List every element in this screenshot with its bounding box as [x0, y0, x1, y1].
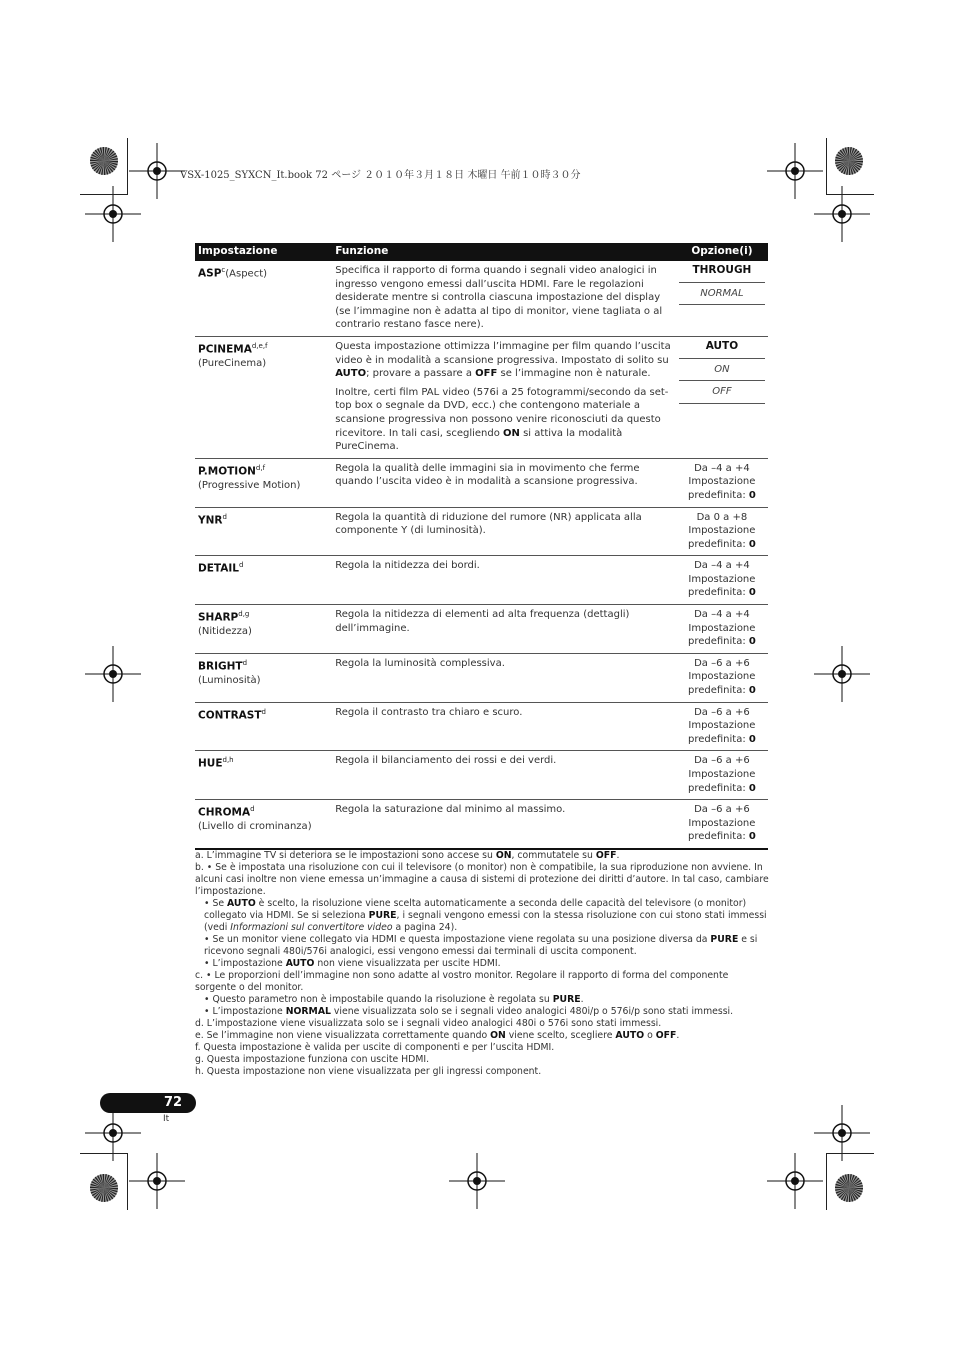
- setting-name: SHARP: [198, 611, 239, 624]
- footnote-ref: d: [238, 561, 244, 570]
- footnote-ref: d: [242, 658, 248, 667]
- setting-name-cell: [195, 556, 332, 605]
- option-range: Da –4 a +4: [694, 462, 750, 474]
- table-row: [195, 751, 768, 800]
- default-label: Impostazione predefinita:: [687, 573, 756, 599]
- setting-name-cell: [195, 751, 332, 800]
- option-range: Da –6 a +6: [694, 657, 750, 669]
- footnote: d. L’impostazione viene visualizzata solo se i segnali video analogici 480i o 576i sono stati immessi.: [195, 1018, 662, 1029]
- default-label: Impostazione predefinita:: [687, 720, 756, 745]
- footnote: • Se un monitor viene collegato via HDMI e questa impostazione viene regolata su una posizione diversa da PURE e si ricevono segnali 480i/576i analogici, essi vengono emessi dai terminali di uscita component.: [204, 934, 758, 957]
- setting-function: [332, 605, 676, 654]
- function-text: Regola la luminosità complessiva.: [335, 657, 505, 669]
- table-row: [195, 800, 768, 849]
- header-setting: Impostazione: [195, 243, 332, 261]
- option-value: NORMAL: [679, 287, 765, 306]
- footnote-ref: d: [261, 707, 266, 716]
- footnote: a. L’immagine TV si deteriora se le impostazioni sono accese su ON, commutatele su OFF.: [195, 850, 620, 861]
- option-range: Da –4 a +4: [694, 560, 750, 572]
- registration-mark-icon: [83, 184, 143, 244]
- crop-mark: [826, 1153, 874, 1154]
- setting-options: [676, 800, 768, 849]
- default-value: 0: [748, 636, 756, 648]
- setting-name-cell: [195, 261, 332, 336]
- crop-mark: [127, 138, 128, 195]
- table-row: [195, 261, 768, 336]
- setting-options: [676, 702, 768, 751]
- setting-name: DETAIL: [198, 562, 239, 575]
- crop-mark: [826, 194, 874, 195]
- setting-options: [676, 605, 768, 654]
- crop-mark: [127, 1153, 128, 1210]
- setting-function: [332, 702, 676, 751]
- option-value: THROUGH: [679, 264, 765, 283]
- setting-name-cell: [195, 507, 332, 556]
- default-label: Impostazione predefinita:: [687, 525, 756, 550]
- default-setting: [679, 475, 765, 502]
- setting-name: PCINEMA: [198, 343, 252, 356]
- footnote: h. Questa impostazione non viene visualizzata per gli ingressi component.: [195, 1066, 542, 1077]
- default-label: Impostazione predefinita:: [687, 671, 756, 697]
- footnote: b. • Se è impostata una risoluzione con cui il televisore (o monitor) non è compatibile, la sua riproduzione non avviene. In alcuni casi inoltre non viene emessa un’immagine a causa di sistemi di protezione dei diritti d’autore. In tal caso, cambiare l’impostazione.: [195, 862, 769, 897]
- function-text: Regola la nitidezza dei bordi.: [335, 560, 480, 572]
- table-row: [195, 336, 768, 458]
- setting-name: CONTRAST: [198, 708, 262, 721]
- crop-mark: [826, 138, 827, 195]
- footnote-ref: d: [222, 512, 227, 521]
- setting-options: [676, 507, 768, 556]
- footnote-ref: c: [221, 266, 226, 274]
- default-label: Impostazione predefinita:: [687, 622, 756, 648]
- setting-options: [676, 336, 768, 458]
- sunburst-mark-icon: [89, 146, 119, 176]
- setting-subtitle: (PureCinema): [198, 357, 267, 369]
- default-label: Impostazione predefinita:: [687, 817, 756, 843]
- setting-subtitle: (Livello di crominanza): [198, 821, 312, 833]
- default-setting: [679, 524, 765, 551]
- setting-options: [676, 556, 768, 605]
- header-options: Opzione(i): [676, 243, 768, 261]
- default-setting: [679, 817, 765, 844]
- setting-function: [332, 336, 676, 458]
- setting-name: YNR: [198, 513, 223, 526]
- function-text: Regola la qualità delle immagini sia in movimento che ferme quando l’uscita video è in modalità a scansione progressiva.: [335, 462, 640, 488]
- option-range: Da –6 a +6: [694, 706, 750, 718]
- registration-mark-icon: [812, 184, 872, 244]
- default-setting: [679, 719, 765, 746]
- function-text: Specifica il rapporto di forma quando i segnali video analogici in ingresso vengono emessi dall’uscita HDMI. Fare le regolazioni desiderate mentre si controlla ciascuna impostazione del display (se l’immagine non è adatta al tipo di monitor, viene tagliata o al contrario restano fasce nere).: [335, 265, 663, 331]
- option-value: ON: [679, 363, 765, 382]
- table-row: [195, 605, 768, 654]
- footnote-ref: d: [250, 805, 255, 814]
- function-text: Regola la quantità di riduzione del rumore (NR) applicata alla componente Y (di luminosità).: [335, 511, 642, 537]
- table-row: [195, 702, 768, 751]
- function-text: Regola il contrasto tra chiaro e scuro.: [335, 706, 523, 718]
- setting-name: BRIGHT: [198, 660, 243, 673]
- sunburst-mark-icon: [834, 1173, 864, 1203]
- default-setting: [679, 573, 765, 600]
- option-range: Da –6 a +6: [694, 804, 750, 816]
- footnote: • L’impostazione AUTO non viene visualizzata per uscite HDMI.: [204, 958, 501, 969]
- registration-mark-icon: [83, 644, 143, 704]
- default-setting: [679, 622, 765, 649]
- footnote-ref: d,e,f: [251, 341, 268, 350]
- footnote-ref: d,f: [255, 463, 266, 472]
- page-language: It: [163, 1114, 170, 1124]
- setting-options: [676, 458, 768, 507]
- registration-mark-icon: [812, 644, 872, 704]
- setting-name: ASP: [198, 267, 222, 280]
- setting-function: [332, 458, 676, 507]
- option-value: OFF: [679, 385, 765, 404]
- table-row: [195, 556, 768, 605]
- setting-options: [676, 261, 768, 336]
- setting-subtitle: (Progressive Motion): [198, 479, 301, 491]
- page-number: 72: [164, 1095, 183, 1110]
- default-value: 0: [748, 733, 756, 745]
- header-function: Funzione: [332, 243, 676, 261]
- sunburst-mark-icon: [834, 146, 864, 176]
- registration-mark-icon: [447, 1151, 507, 1211]
- table-row: [195, 507, 768, 556]
- footnote: • Se AUTO è scelto, la risoluzione viene scelta automaticamente a seconda delle capacità del televisore (o monitor) collegato via HDMI. Se si seleziona PURE, i segnali vengono emessi con la stessa risoluzione con cui stono stati immessi (vedi Informazioni sul convertitore video a pagina 24).: [204, 898, 767, 933]
- function-text: Inoltre, certi film PAL video (576i a 25 fotogrammi/secondo da set-top box o segnale da DVD, ecc.) che contengono materiale a scansione progressiva non possono venire riconosciuti da questo ricevitore. In tali casi, scegliendo ON si attiva la modalità PureCinema.: [335, 386, 669, 453]
- option-range: Da –4 a +4: [694, 609, 750, 621]
- function-text: Regola la saturazione dal minimo al massimo.: [335, 804, 566, 816]
- setting-name-cell: [195, 800, 332, 849]
- default-setting: [679, 768, 765, 795]
- setting-name-suffix: (Aspect): [225, 268, 268, 280]
- setting-options: [676, 653, 768, 702]
- setting-subtitle: (Nitidezza): [198, 625, 252, 637]
- footnote: c. • Le proporzioni dell’immagine non sono adatte al vostro monitor. Regolare il rapporto di forma del componente sorgente o del monitor.: [195, 970, 729, 993]
- setting-subtitle: (Luminosità): [198, 674, 261, 686]
- setting-name: P.MOTION: [198, 465, 256, 478]
- registration-mark-icon: [765, 1151, 825, 1211]
- setting-name-cell: [195, 702, 332, 751]
- setting-name: HUE: [198, 757, 223, 770]
- footnotes: [195, 850, 770, 1078]
- footnote: f. Questa impostazione è valida per uscite di componenti e per l’uscita HDMI.: [195, 1042, 555, 1053]
- print-header: VSX-1025_SYXCN_It.book 72 ページ ２０１０年３月１８日 木曜日 午前１０時３０分: [180, 170, 581, 181]
- settings-table: [195, 243, 768, 850]
- default-value: 0: [748, 831, 756, 843]
- footnote: • L’impostazione NORMAL viene visualizzata solo se i segnali video analogici 480i/p o 576i/p sono stati immessi.: [204, 1006, 734, 1017]
- footnote-ref: d,g: [238, 610, 250, 619]
- footnote: g. Questa impostazione funziona con uscite HDMI.: [195, 1054, 430, 1065]
- setting-options: [676, 751, 768, 800]
- footnote: • Questo parametro non è impostabile quando la risoluzione è regolata su PURE.: [204, 994, 584, 1005]
- crop-mark: [80, 1153, 128, 1154]
- default-value: 0: [748, 538, 756, 550]
- default-value: 0: [748, 782, 756, 794]
- crop-mark: [80, 194, 128, 195]
- default-value: 0: [748, 489, 756, 501]
- setting-function: [332, 751, 676, 800]
- setting-function: [332, 800, 676, 849]
- sunburst-mark-icon: [89, 1173, 119, 1203]
- function-text: Questa impostazione ottimizza l’immagine per film quando l’uscita video è in modalità a scansione progressiva. Impostato di solito su AUTO; provare a passare a OFF se l’immagine non è naturale.: [335, 340, 671, 380]
- option-value: AUTO: [679, 340, 765, 359]
- setting-function: [332, 261, 676, 336]
- table-row: [195, 458, 768, 507]
- setting-function: [332, 507, 676, 556]
- setting-name-cell: [195, 653, 332, 702]
- setting-name-cell: [195, 336, 332, 458]
- function-text: Regola la nitidezza di elementi ad alta frequenza (dettagli) dell’immagine.: [335, 609, 630, 634]
- table-header-row: [195, 243, 768, 261]
- option-range: Da –6 a +6: [694, 755, 750, 767]
- option-range: Da 0 a +8: [696, 511, 748, 523]
- table-row: [195, 653, 768, 702]
- table-body: [195, 261, 768, 849]
- footnote-ref: d,h: [222, 756, 234, 765]
- crop-mark: [826, 1153, 827, 1210]
- registration-mark-icon: [127, 1151, 187, 1211]
- default-value: 0: [748, 587, 756, 599]
- function-text: Regola il bilanciamento dei rossi e dei verdi.: [335, 755, 557, 767]
- default-setting: [679, 670, 765, 697]
- setting-name-cell: [195, 458, 332, 507]
- footnote: e. Se l’immagine non viene visualizzata correttamente quando ON viene scelto, scegliere AUTO o OFF.: [195, 1030, 680, 1041]
- setting-function: [332, 556, 676, 605]
- default-label: Impostazione predefinita:: [687, 476, 756, 501]
- setting-name: CHROMA: [198, 806, 251, 819]
- setting-function: [332, 653, 676, 702]
- setting-name-cell: [195, 605, 332, 654]
- default-label: Impostazione predefinita:: [687, 769, 756, 794]
- default-value: 0: [748, 685, 756, 697]
